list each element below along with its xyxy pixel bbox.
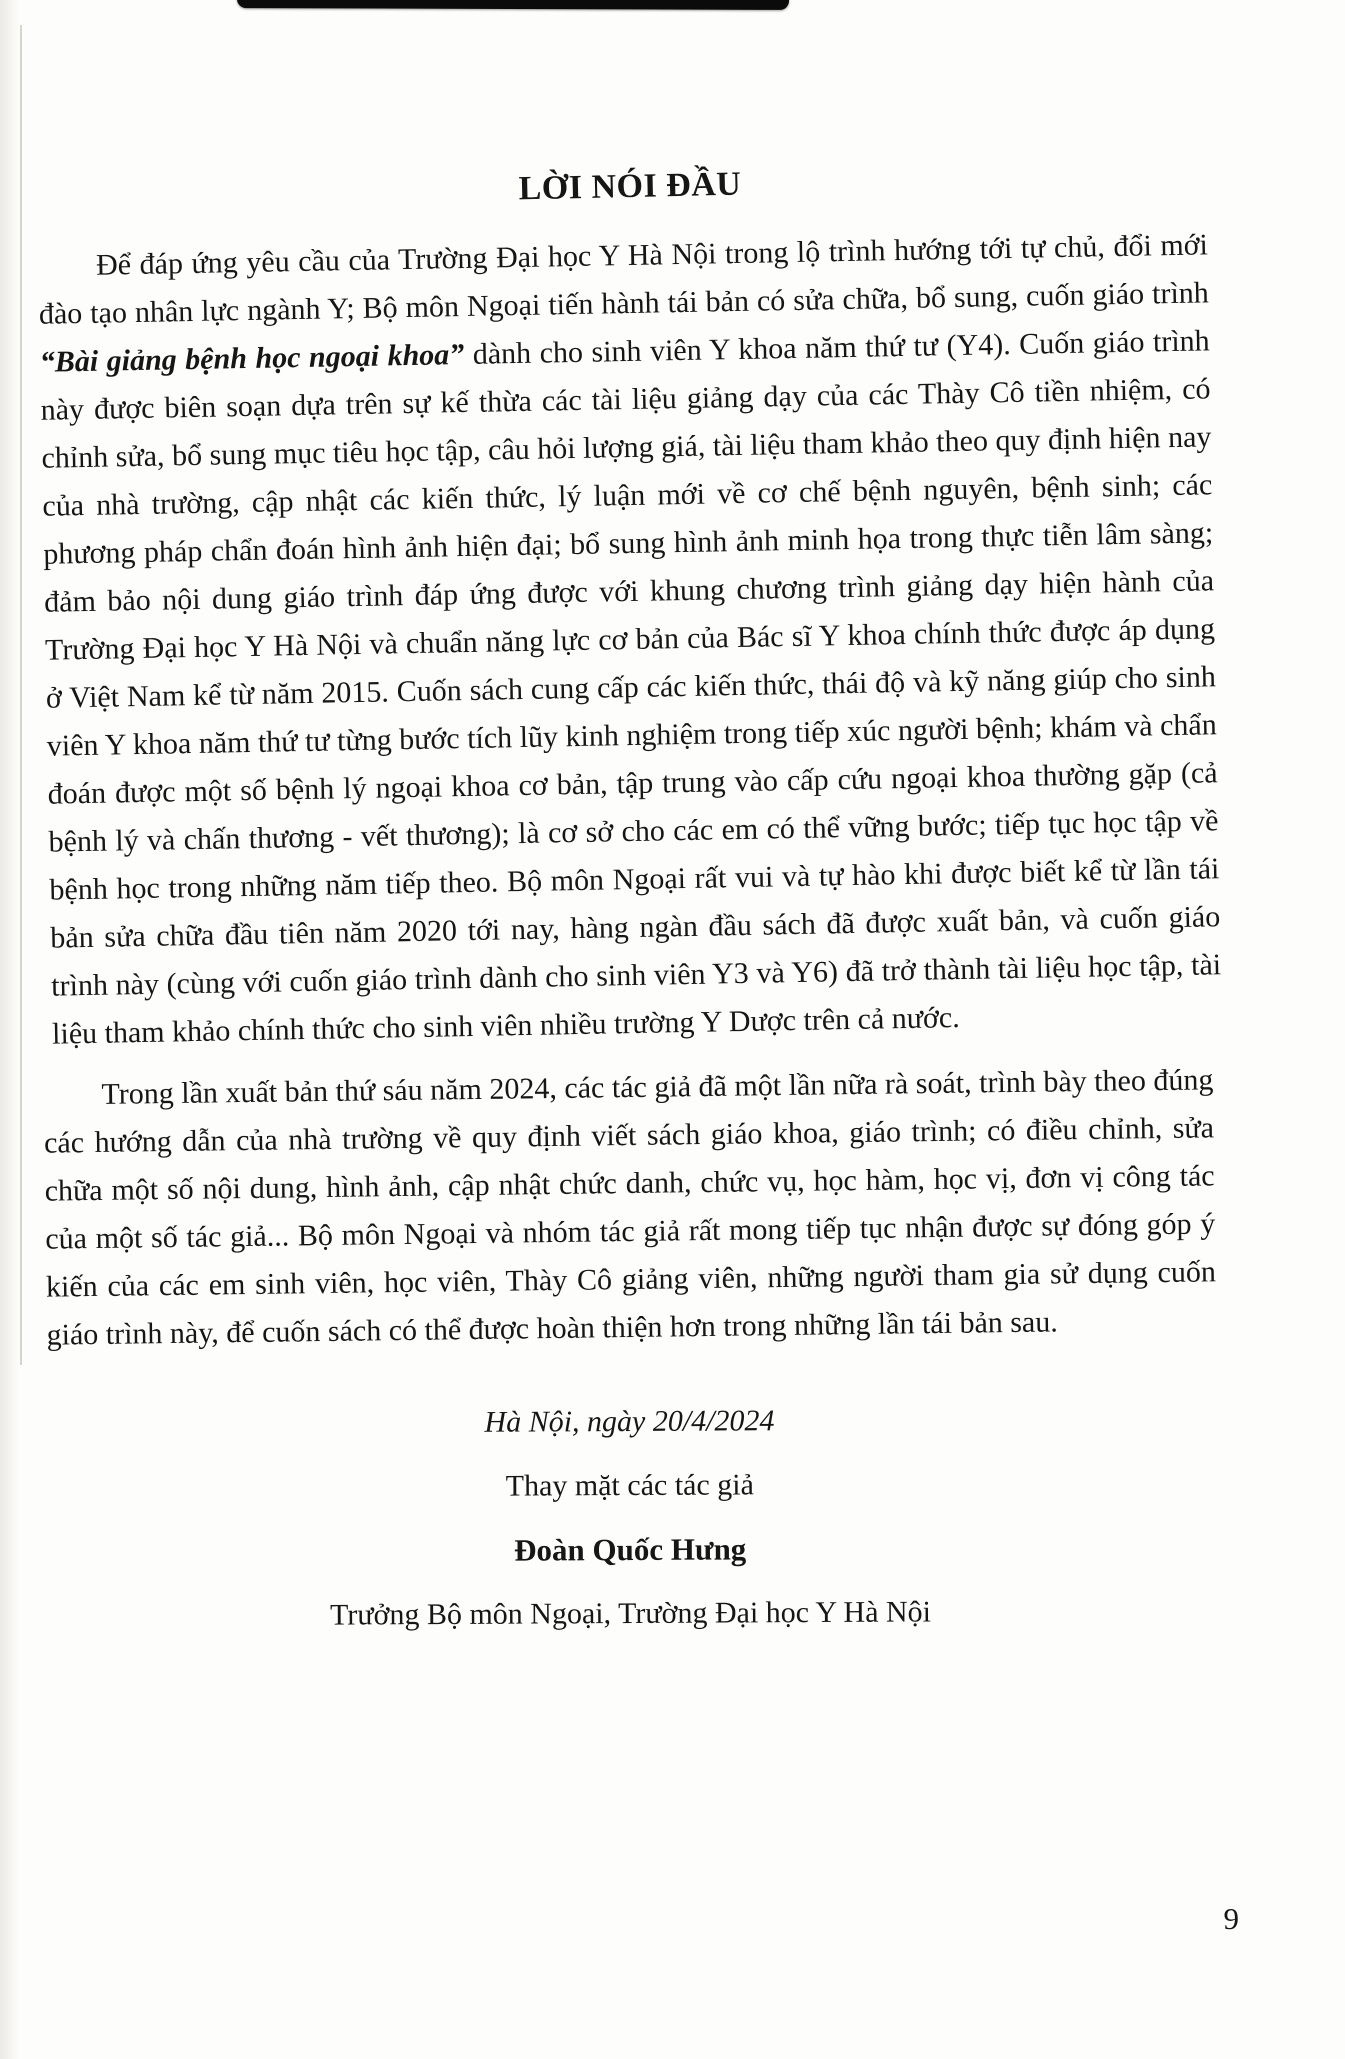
book-title-emphasis: “Bài giảng bệnh học ngoại khoa” [39,337,465,379]
scan-binding-shadow [237,0,789,10]
signature-author-role: Trưởng Bộ môn Ngoại, Trường Đại học Y Hà Nội [329,1595,932,1632]
signature-block [44,1387,1215,1649]
foreword-paragraph-1 [38,221,1223,1058]
foreword-paragraph-2: Trong lần xuất bản thứ sáu năm 2024, các tác giả đã một lần nữa rà soát, trình bày theo đúng các hướng dẫn của nhà trường về quy định viết sách giáo khoa, giáo trình; có điều chỉnh, sửa chữa một số nội dung, hình ảnh, cập nhật chức danh, chức vụ, học hàm, học vị, đơn vị công tác của một số tác giả... Bộ môn Ngoại và nhóm tác giả rất mong tiếp tục nhận được sự đóng góp ý kiến của các em sinh viên, học viên, Thày Cô giảng viên, những người tham gia sử dụng cuốn giáo trình này, để cuốn sách có thể được hoàn thiện hơn trong những lần tái bản sau. [43,1063,1217,1352]
paragraph-1-text-after: dành cho sinh viên Y khoa năm thứ tư (Y4). Cuốn giáo trình này được biên soạn dựa trên sự kế thừa các tài liệu giảng dạy của các Thày Cô tiền nhiệm, có chỉnh sửa, bổ sung mục tiêu học tập, câu hỏi lượng giá, tài liệu tham khảo theo quy định hiện nay của nhà trường, cập nhật các kiến thức, lý luận mới về cơ chế bệnh nguyên, bệnh sinh; các phương pháp chẩn đoán hình ảnh hiện đại; bổ sung hình ảnh minh họa trong thực tiễn lâm sàng; đảm bảo nội dung giáo trình đáp ứng được với khung chương trình giảng dạy hiện hành của Trường Đại học Y Hà Nội và chuẩn năng lực cơ bản của Bác sĩ Y khoa chính thức được áp dụng ở Việt Nam kể từ năm 2015. Cuốn sách cung cấp các kiến thức, thái độ và kỹ năng giúp cho sinh viên Y khoa năm thứ tư từng bước tích lũy kinh nghiệm trong tiếp xúc người bệnh; khám và chẩn đoán được một số bệnh lý ngoại khoa cơ bản, tập trung vào cấp cứu ngoại khoa thường gặp (cả bệnh lý và chấn thương - vết thương); là cơ sở cho các em có thể vững bước; tiếp tục học tập về bệnh học trong những năm tiếp theo. Bộ môn Ngoại rất vui và tự hào khi được biết kể từ lần tái bản sửa chữa đầu tiên năm 2020 tới nay, hàng ngàn đầu sách đã được xuất bản, và cuốn giáo trình này (cùng với cuốn giáo trình dành cho sinh viên Y3 và Y6) đã trở thành tài liệu học tập, tài liệu tham khảo chính thức cho sinh viên nhiều trường Y Dược trên cả nước. [40,324,1222,1051]
scan-left-edge-shade [0,0,20,2059]
paragraph-1-text-before: Để đáp ứng yêu cầu của Trường Đại học Y Hà Nội trong lộ trình hướng tới tự chủ, đổi mới đào tạo nhân lực ngành Y; Bộ môn Ngoại tiến hành tái bản có sửa chữa, bổ sung, cuốn giáo trình [38,228,1210,331]
signature-author-name: Đoàn Quốc Hưng [513,1531,747,1568]
scan-left-edge-line [20,25,22,1365]
signature-place-date: Hà Nội, ngày 20/4/2024 [484,1404,775,1439]
signature-on-behalf: Thay mặt các tác giả [505,1468,755,1503]
page-content [38,165,1222,1646]
page-title: LỜI NÓI ĐẦU [518,165,742,208]
page-number: 9 [1223,1901,1239,1936]
